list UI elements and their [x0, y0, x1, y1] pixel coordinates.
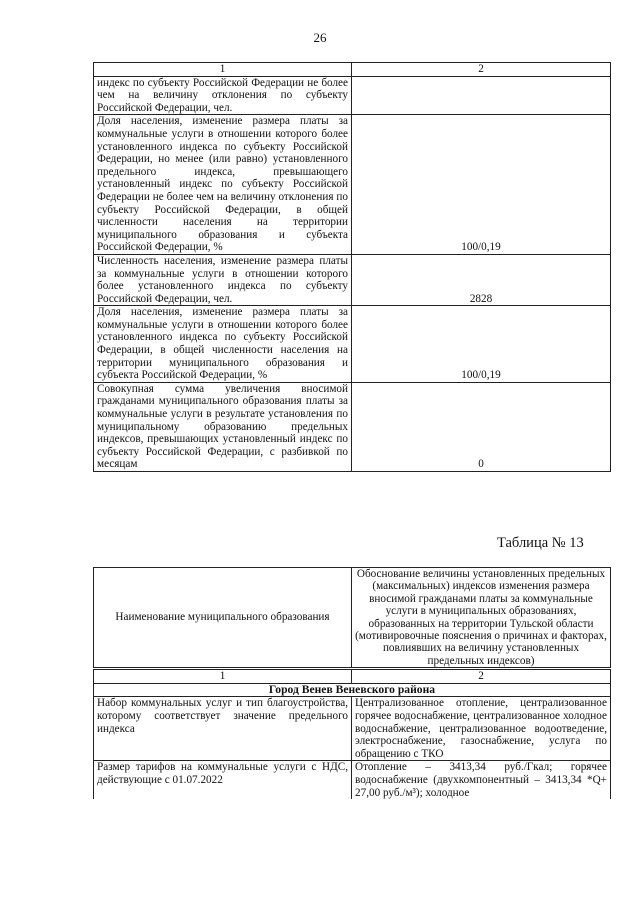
row-value: Централизованное отопление, централизованное горячее водоснабжение, централизованное холодное водоснабжение, централизованное водоотведение, электроснабжение, газоснабжение, услуга по обращению с ТКО — [352, 697, 611, 761]
row-value: 100/0,19 — [352, 115, 611, 255]
table-row — [94, 697, 611, 761]
table-row — [94, 254, 611, 305]
row-value: 2828 — [352, 254, 611, 305]
table-row — [94, 76, 611, 115]
column-number-2: 2 — [352, 669, 611, 684]
row-label: Доля населения, изменение размера платы за коммунальные услуги в отношении которого более установленного индекса по субъекту Российской Федерации, в общей численности населения на территории муниципального образования и субъекта Российской Федерации, % — [94, 306, 352, 383]
table-row — [94, 115, 611, 255]
row-label: Размер тарифов на коммунальные услуги с НДС, действующие с 01.07.2022 — [94, 761, 352, 799]
row-value: 100/0,19 — [352, 306, 611, 383]
column-number-2: 2 — [352, 63, 611, 77]
row-label: Совокупная сумма увеличения вносимой гражданами муниципального образования платы за коммунальные услуги в результате установления по муниципальному образованию предельных индексов, превышающих установленный индекс по субъекту Российской Федерации, с разбивкой по месяцам — [94, 382, 352, 471]
section-row — [94, 683, 611, 697]
table-header-row — [94, 63, 611, 77]
column-number-1: 1 — [94, 63, 352, 77]
row-value — [352, 76, 611, 115]
page-number: 26 — [313, 30, 327, 45]
row-value: Отопление – 3413,34 руб./Гкал; горячее водоснабжение (двухкомпонентный – 3413,34 *Q+ 27,00 руб./м³); холодное — [352, 761, 611, 799]
header-municipality: Наименование муниципального образования — [94, 568, 352, 669]
row-label: Набор коммунальных услуг и тип благоустройства, которому соответствует значение предельного индекса — [94, 697, 352, 761]
indicators-table — [93, 62, 611, 472]
header-justification: Обоснование величины установленных предельных (максимальных) индексов изменения размера вносимой гражданами платы за коммунальные услуги в муниципальных образованиях, образованных на территории Тульской области (мотивировочные пояснения о причинах и факторах, повлиявших на величину установленных предельных индексов) — [352, 568, 611, 669]
row-label: индекс по субъекту Российской Федерации не более чем на величину отклонения по субъекту Российской Федерации, чел. — [94, 76, 352, 115]
column-numbers-row — [94, 669, 611, 684]
table-title: Таблица № 13 — [497, 535, 584, 551]
table-row — [94, 382, 611, 471]
table-header-row — [94, 568, 611, 669]
table-row — [94, 306, 611, 383]
table-row — [94, 761, 611, 799]
row-label: Доля населения, изменение размера платы за коммунальные услуги в отношении которого более установленного индекса по субъекту Российской Федерации, но менее (или равно) установленного предельного индекса, превышающего установленный индекс по субъекту Российской Федерации не более чем на величину отклонения по субъекту Российской Федерации, в общей численности населения на территории муниципального образования и субъекта Российской Федерации, % — [94, 115, 352, 255]
column-number-1: 1 — [94, 669, 352, 684]
row-label: Численность населения, изменение размера платы за коммунальные услуги в отношении которого более установленного индекса по субъекту Российской Федерации, чел. — [94, 254, 352, 305]
justification-table — [93, 567, 611, 799]
section-title: Город Венев Веневского района — [94, 683, 611, 697]
row-value: 0 — [352, 382, 611, 471]
